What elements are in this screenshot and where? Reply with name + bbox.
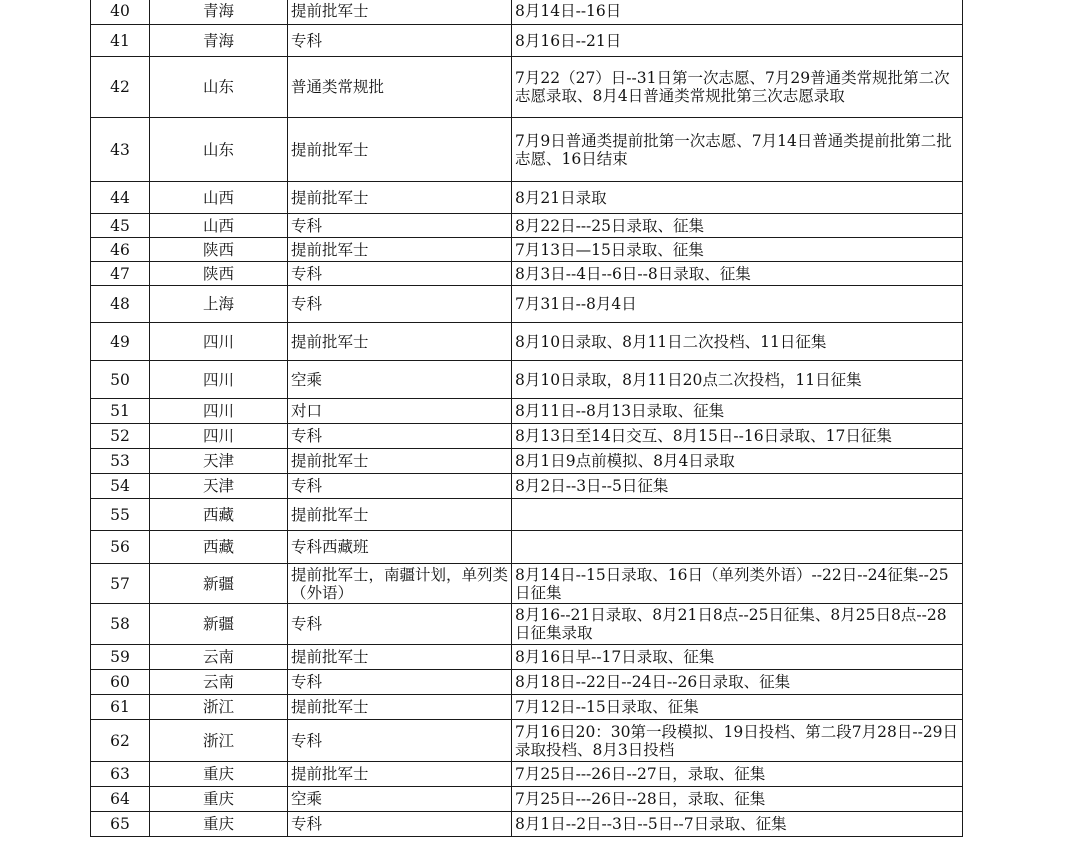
- table-row: [91, 361, 963, 399]
- row-number: 40: [91, 0, 150, 25]
- schedule-cell: 8月3日--4日--6日--8日录取、征集: [512, 262, 963, 286]
- schedule-cell: 8月14日--15日录取、16日（单列类外语）--22日--24征集--25日征集: [512, 564, 963, 604]
- schedule-cell: 8月13日至14日交互、8月15日--16日录取、17日征集: [512, 424, 963, 449]
- batch-cell: 提前批军士: [288, 323, 512, 361]
- schedule-cell: 8月10日录取、8月11日二次投档、11日征集: [512, 323, 963, 361]
- batch-cell: 提前批军士: [288, 695, 512, 720]
- batch-cell: 提前批军士: [288, 645, 512, 670]
- row-number: 55: [91, 499, 150, 531]
- schedule-cell: 8月11日--8月13日录取、征集: [512, 399, 963, 424]
- province-cell: 四川: [150, 399, 288, 424]
- schedule-cell: 7月22（27）日--31日第一次志愿、7月29普通类常规批第二次志愿录取、8月4日普通类常规批第三次志愿录取: [512, 57, 963, 118]
- batch-cell: 专科: [288, 25, 512, 57]
- row-number: 42: [91, 57, 150, 118]
- table-row: [91, 474, 963, 499]
- province-cell: 上海: [150, 286, 288, 323]
- row-number: 53: [91, 449, 150, 474]
- schedule-cell: 8月22日---25日录取、征集: [512, 214, 963, 238]
- table-row: [91, 449, 963, 474]
- schedule-cell: 8月16日--21日: [512, 25, 963, 57]
- batch-cell: 专科: [288, 424, 512, 449]
- province-cell: 重庆: [150, 812, 288, 837]
- row-number: 58: [91, 604, 150, 645]
- table-row: [91, 238, 963, 262]
- schedule-cell: 8月16日早--17日录取、征集: [512, 645, 963, 670]
- province-cell: 新疆: [150, 564, 288, 604]
- schedule-cell: 7月25日---26日--27日，录取、征集: [512, 762, 963, 787]
- province-cell: 四川: [150, 323, 288, 361]
- batch-cell: 普通类常规批: [288, 57, 512, 118]
- batch-cell: 空乘: [288, 361, 512, 399]
- table-row: [91, 499, 963, 531]
- table-row: [91, 0, 963, 25]
- table-body: [91, 0, 963, 837]
- row-number: 54: [91, 474, 150, 499]
- schedule-cell: 8月14日--16日: [512, 0, 963, 25]
- table-row: [91, 323, 963, 361]
- batch-cell: 专科: [288, 474, 512, 499]
- province-cell: 浙江: [150, 695, 288, 720]
- table-row: [91, 720, 963, 762]
- table-row: [91, 812, 963, 837]
- table-row: [91, 424, 963, 449]
- batch-cell: 空乘: [288, 787, 512, 812]
- province-cell: 云南: [150, 670, 288, 695]
- batch-cell: 提前批军士: [288, 182, 512, 214]
- row-number: 62: [91, 720, 150, 762]
- province-cell: 青海: [150, 0, 288, 25]
- table-row: [91, 645, 963, 670]
- row-number: 60: [91, 670, 150, 695]
- batch-cell: 提前批军士，南疆计划，单列类（外语）: [288, 564, 512, 604]
- batch-cell: 提前批军士: [288, 762, 512, 787]
- schedule-cell: [512, 531, 963, 564]
- batch-cell: 提前批军士: [288, 238, 512, 262]
- row-number: 49: [91, 323, 150, 361]
- table-row: [91, 57, 963, 118]
- province-cell: 陕西: [150, 262, 288, 286]
- schedule-cell: 7月25日---26日--28日，录取、征集: [512, 787, 963, 812]
- batch-cell: 专科: [288, 812, 512, 837]
- row-number: 63: [91, 762, 150, 787]
- batch-cell: 提前批军士: [288, 449, 512, 474]
- row-number: 44: [91, 182, 150, 214]
- province-cell: 四川: [150, 361, 288, 399]
- row-number: 45: [91, 214, 150, 238]
- schedule-cell: 7月13日—15日录取、征集: [512, 238, 963, 262]
- row-number: 52: [91, 424, 150, 449]
- table-row: [91, 182, 963, 214]
- admission-schedule-table: [90, 0, 963, 837]
- row-number: 50: [91, 361, 150, 399]
- row-number: 65: [91, 812, 150, 837]
- batch-cell: 提前批军士: [288, 0, 512, 25]
- province-cell: 青海: [150, 25, 288, 57]
- batch-cell: 专科: [288, 670, 512, 695]
- row-number: 46: [91, 238, 150, 262]
- province-cell: 山东: [150, 57, 288, 118]
- table-row: [91, 670, 963, 695]
- row-number: 59: [91, 645, 150, 670]
- table-row: [91, 564, 963, 604]
- batch-cell: 提前批军士: [288, 118, 512, 182]
- schedule-cell: 8月2日--3日--5日征集: [512, 474, 963, 499]
- table-row: [91, 25, 963, 57]
- schedule-cell: 7月16日20：30第一段模拟、19日投档、第二段7月28日--29日录取投档、8月3日投档: [512, 720, 963, 762]
- schedule-cell: [512, 499, 963, 531]
- schedule-cell: 7月12日--15日录取、征集: [512, 695, 963, 720]
- schedule-cell: 7月31日--8月4日: [512, 286, 963, 323]
- schedule-cell: 8月1日9点前模拟、8月4日录取: [512, 449, 963, 474]
- schedule-cell: 8月16--21日录取、8月21日8点--25日征集、8月25日8点--28日征集录取: [512, 604, 963, 645]
- schedule-cell: 8月21日录取: [512, 182, 963, 214]
- province-cell: 山东: [150, 118, 288, 182]
- batch-cell: 专科: [288, 286, 512, 323]
- province-cell: 西藏: [150, 531, 288, 564]
- province-cell: 云南: [150, 645, 288, 670]
- table-row: [91, 262, 963, 286]
- province-cell: 山西: [150, 182, 288, 214]
- table-row: [91, 399, 963, 424]
- schedule-cell: 7月9日普通类提前批第一次志愿、7月14日普通类提前批第二批志愿、16日结束: [512, 118, 963, 182]
- province-cell: 陕西: [150, 238, 288, 262]
- table-row: [91, 286, 963, 323]
- table-row: [91, 604, 963, 645]
- row-number: 41: [91, 25, 150, 57]
- province-cell: 四川: [150, 424, 288, 449]
- row-number: 56: [91, 531, 150, 564]
- row-number: 48: [91, 286, 150, 323]
- table-row: [91, 695, 963, 720]
- province-cell: 浙江: [150, 720, 288, 762]
- batch-cell: 专科西藏班: [288, 531, 512, 564]
- row-number: 61: [91, 695, 150, 720]
- table-row: [91, 531, 963, 564]
- province-cell: 天津: [150, 474, 288, 499]
- province-cell: 山西: [150, 214, 288, 238]
- batch-cell: 专科: [288, 720, 512, 762]
- batch-cell: 提前批军士: [288, 499, 512, 531]
- province-cell: 天津: [150, 449, 288, 474]
- province-cell: 西藏: [150, 499, 288, 531]
- row-number: 47: [91, 262, 150, 286]
- batch-cell: 专科: [288, 262, 512, 286]
- batch-cell: 专科: [288, 214, 512, 238]
- table-row: [91, 787, 963, 812]
- schedule-cell: 8月18日--22日--24日--26日录取、征集: [512, 670, 963, 695]
- batch-cell: 对口: [288, 399, 512, 424]
- row-number: 51: [91, 399, 150, 424]
- batch-cell: 专科: [288, 604, 512, 645]
- table-row: [91, 214, 963, 238]
- table-row: [91, 118, 963, 182]
- row-number: 43: [91, 118, 150, 182]
- schedule-cell: 8月10日录取，8月11日20点二次投档，11日征集: [512, 361, 963, 399]
- table-row: [91, 762, 963, 787]
- province-cell: 重庆: [150, 762, 288, 787]
- row-number: 64: [91, 787, 150, 812]
- province-cell: 重庆: [150, 787, 288, 812]
- province-cell: 新疆: [150, 604, 288, 645]
- schedule-cell: 8月1日--2日--3日--5日--7日录取、征集: [512, 812, 963, 837]
- row-number: 57: [91, 564, 150, 604]
